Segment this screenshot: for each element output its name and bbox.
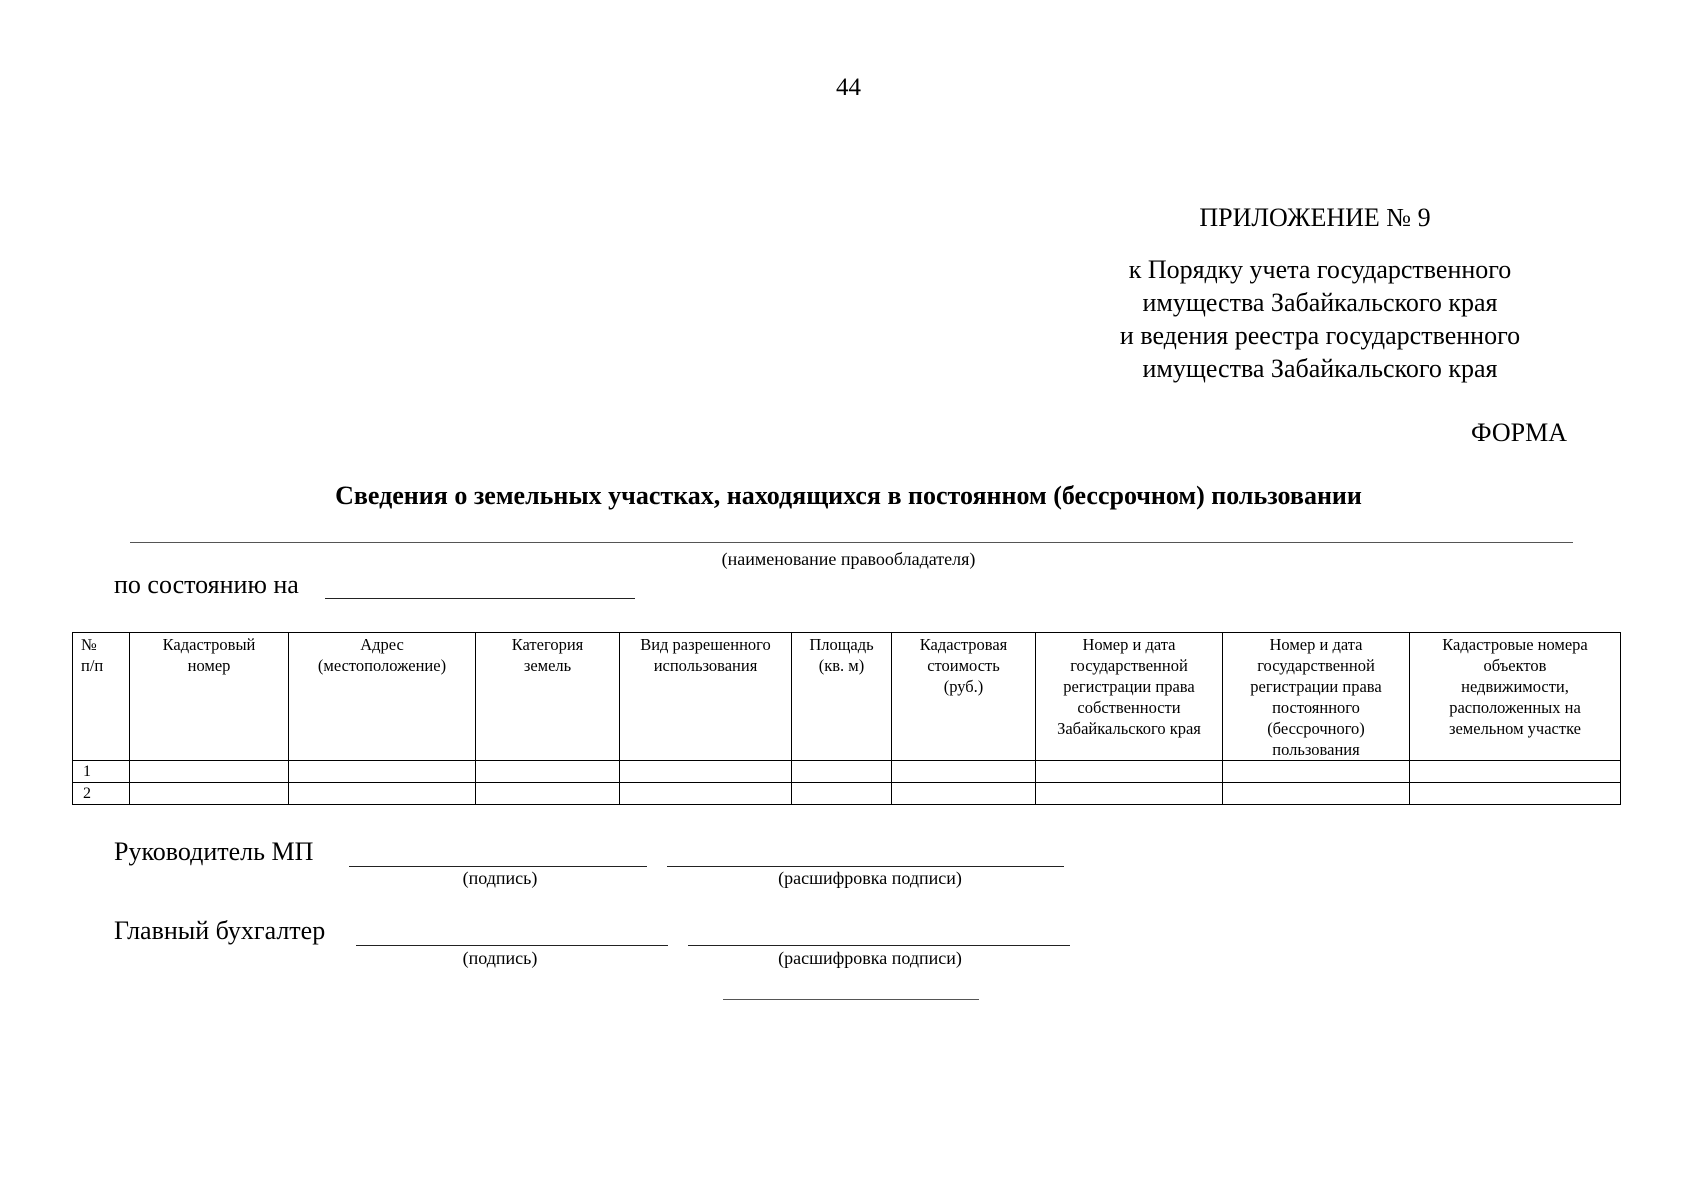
table-cell[interactable]	[620, 761, 792, 783]
head-decoding-line[interactable]	[667, 866, 1064, 867]
header-permitted-use: Вид разрешенного использования	[620, 633, 792, 761]
table-cell[interactable]	[792, 783, 892, 805]
row-number-cell: 2	[73, 783, 130, 805]
accountant-signature-caption: (подпись)	[462, 948, 538, 968]
table-cell[interactable]	[130, 783, 289, 805]
table-cell[interactable]	[1036, 761, 1223, 783]
header-area: Площадь (кв. м)	[792, 633, 892, 761]
accountant-decoding-caption: (расшифровка подписи)	[778, 948, 962, 968]
header-cadastral-value: Кадастровая стоимость (руб.)	[892, 633, 1036, 761]
head-decoding-caption: (расшифровка подписи)	[778, 868, 962, 888]
head-label: Руководитель МП	[114, 837, 314, 866]
table-cell[interactable]	[289, 761, 476, 783]
form-label: ФОРМА	[1471, 418, 1567, 447]
page-number: 44	[836, 74, 861, 101]
appendix-line: имущества Забайкальского края	[1142, 288, 1498, 317]
accountant-signature-line[interactable]	[356, 945, 668, 946]
holder-name-caption: (наименование правообладателя)	[721, 549, 976, 569]
table-cell[interactable]	[130, 761, 289, 783]
table-cell[interactable]	[476, 761, 620, 783]
land-plots-table	[72, 632, 1621, 805]
table-cell[interactable]	[289, 783, 476, 805]
table-cell[interactable]	[1410, 783, 1621, 805]
table-row	[73, 761, 1621, 783]
table-cell[interactable]	[620, 783, 792, 805]
header-cadastral-number: Кадастровый номер	[130, 633, 289, 761]
header-ownership-registration: Номер и дата государственной регистрации права собственности Забайкальского края	[1036, 633, 1223, 761]
state-date-line	[325, 598, 635, 599]
table-cell[interactable]	[1036, 783, 1223, 805]
appendix-title: ПРИЛОЖЕНИЕ № 9	[1199, 203, 1431, 232]
state-as-of-label: по состоянию на	[114, 570, 299, 599]
row-number-cell: 1	[73, 761, 130, 783]
appendix-text	[1060, 253, 1580, 385]
header-use-right-registration: Номер и дата государственной регистрации права постоянного (бессрочного) пользования	[1223, 633, 1410, 761]
accountant-decoding-line[interactable]	[688, 945, 1070, 946]
table-cell[interactable]	[1223, 761, 1410, 783]
header-land-category: Категория земель	[476, 633, 620, 761]
head-signature-caption: (подпись)	[462, 868, 538, 888]
table-cell[interactable]	[792, 761, 892, 783]
document-title: Сведения о земельных участках, находящихся в постоянном (бессрочном) пользовании	[335, 481, 1362, 510]
table-row	[73, 783, 1621, 805]
head-signature-line[interactable]	[349, 866, 647, 867]
table-cell[interactable]	[892, 783, 1036, 805]
appendix-line: и ведения реестра государственного	[1119, 321, 1521, 350]
accountant-label: Главный бухгалтер	[114, 916, 326, 945]
table-cell[interactable]	[476, 783, 620, 805]
header-row-number: № п/п	[73, 633, 130, 761]
holder-name-line	[130, 542, 1573, 543]
header-real-estate-objects: Кадастровые номера объектов недвижимости, расположенных на земельном участке	[1410, 633, 1621, 761]
header-address: Адрес (местоположение)	[289, 633, 476, 761]
appendix-line: к Порядку учета государственного	[1128, 255, 1512, 284]
table-cell[interactable]	[1223, 783, 1410, 805]
table-cell[interactable]	[892, 761, 1036, 783]
table-cell[interactable]	[1410, 761, 1621, 783]
closing-line	[723, 999, 979, 1000]
appendix-line: имущества Забайкальского края	[1142, 354, 1498, 383]
table-header-row	[73, 633, 1621, 761]
